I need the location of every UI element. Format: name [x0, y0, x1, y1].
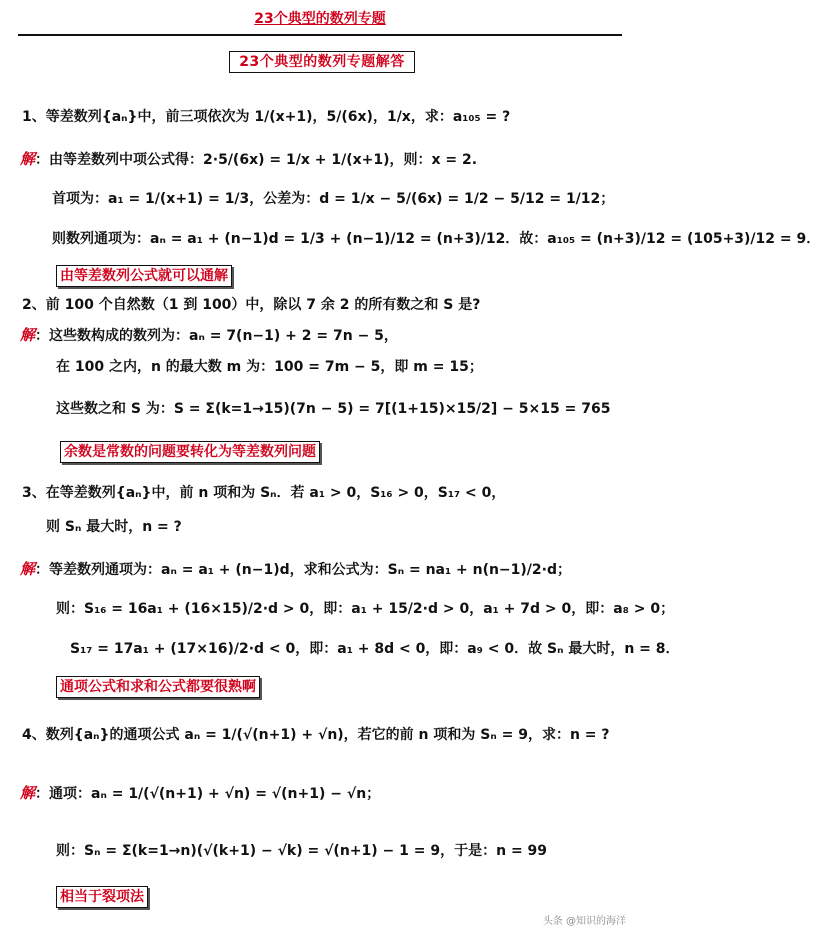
problem-2-solution-line-2: 在 100 之内，n 的最大数 m 为：100 = 7m − 5，即 m = 15；: [56, 359, 483, 375]
solution-label: 解: [20, 326, 36, 344]
problem-2-question: 2、前 100 个自然数（1 到 100）中，除以 7 余 2 的所有数之和 S 是?: [22, 297, 481, 313]
problem-4-solution-line-1: 解：通项：aₙ = 1/(√(n+1) + √n) = √(n+1) − √n；: [20, 784, 381, 802]
header-title: 23个典型的数列专题: [254, 11, 386, 27]
problem-3-note: 通项公式和求和公式都要很熟啊: [56, 676, 260, 698]
problem-1-solution-line-2: 首项为：a₁ = 1/(x+1) = 1/3，公差为：d = 1/x − 5/(6x) = 1/2 − 5/12 = 1/12；: [52, 191, 615, 207]
problem-1-question: 1、等差数列{aₙ}中，前三项依次为 1/(x+1)，5/(6x)，1/x，求：a₁₀₅ = ?: [22, 109, 511, 125]
problem-2-solution-line-1: 解：这些数构成的数列为：aₙ = 7(n−1) + 2 = 7n − 5，: [20, 326, 398, 344]
watermark: 头条 @知识的海洋: [542, 916, 626, 927]
p2-sol1: 这些数构成的数列为：aₙ = 7(n−1) + 2 = 7n − 5，: [49, 328, 398, 344]
p3-sol1: 等差数列通项为：aₙ = a₁ + (n−1)d，求和公式为：Sₙ = na₁ + n(n−1)/2·d；: [49, 562, 571, 578]
page-header: [0, 0, 640, 42]
solution-label: 解: [20, 784, 36, 802]
problem-4-solution-line-2: 则：Sₙ = Σ(k=1→n)(√(k+1) − √k) = √(n+1) − 1 = 9，于是：n = 99: [56, 843, 548, 859]
problem-2-note: 余数是常数的问题要转化为等差数列问题: [60, 441, 320, 463]
problem-3-solution-line-3: S₁₇ = 17a₁ + (17×16)/2·d < 0，即：a₁ + 8d < 0，即：a₉ < 0．故 Sₙ 最大时，n = 8．: [70, 641, 680, 657]
problem-1-solution-line-3: 则数列通项为：aₙ = a₁ + (n−1)d = 1/3 + (n−1)/12 = (n+3)/12．故：a₁₀₅ = (n+3)/12 = (105+3)/12 = 9．: [52, 231, 820, 247]
problem-3-question: 3、在等差数列{aₙ}中，前 n 项和为 Sₙ．若 a₁ > 0，S₁₆ > 0，S₁₇ < 0，: [22, 485, 506, 501]
problem-4-note: 相当于裂项法: [56, 886, 148, 908]
header-rule: [18, 34, 622, 36]
problem-2-solution-line-3: 这些数之和 S 为：S = Σ(k=1→15)(7n − 5) = 7[(1+15)×15/2] − 5×15 = 765: [56, 401, 611, 417]
section-title-box: 23个典型的数列专题解答: [229, 51, 415, 73]
problem-1-solution-line-1: 解：由等差数列中项公式得：2·5/(6x) = 1/x + 1/(x+1)，则：x = 2.: [20, 150, 478, 168]
problem-4-question: 4、数列{aₙ}的通项公式 aₙ = 1/(√(n+1) + √n)，若它的前 n 项和为 Sₙ = 9，求：n = ?: [22, 727, 610, 743]
problem-3-solution-line-2: 则：S₁₆ = 16a₁ + (16×15)/2·d > 0，即：a₁ + 15/2·d > 0，a₁ + 7d > 0，即：a₈ > 0；: [56, 601, 675, 617]
p4-sol1: 通项：aₙ = 1/(√(n+1) + √n) = √(n+1) − √n；: [49, 786, 381, 802]
p1-sol1: 由等差数列中项公式得：2·5/(6x) = 1/x + 1/(x+1)，则：x = 2.: [49, 152, 478, 168]
problem-3-solution-line-1: 解：等差数列通项为：aₙ = a₁ + (n−1)d，求和公式为：Sₙ = na₁ + n(n−1)/2·d；: [20, 560, 571, 578]
solution-label: 解: [20, 560, 36, 578]
solution-label: 解: [20, 150, 36, 168]
problem-1-note: 由等差数列公式就可以通解: [56, 265, 232, 287]
problem-3-question-line-2: 则 Sₙ 最大时，n = ?: [46, 519, 182, 535]
